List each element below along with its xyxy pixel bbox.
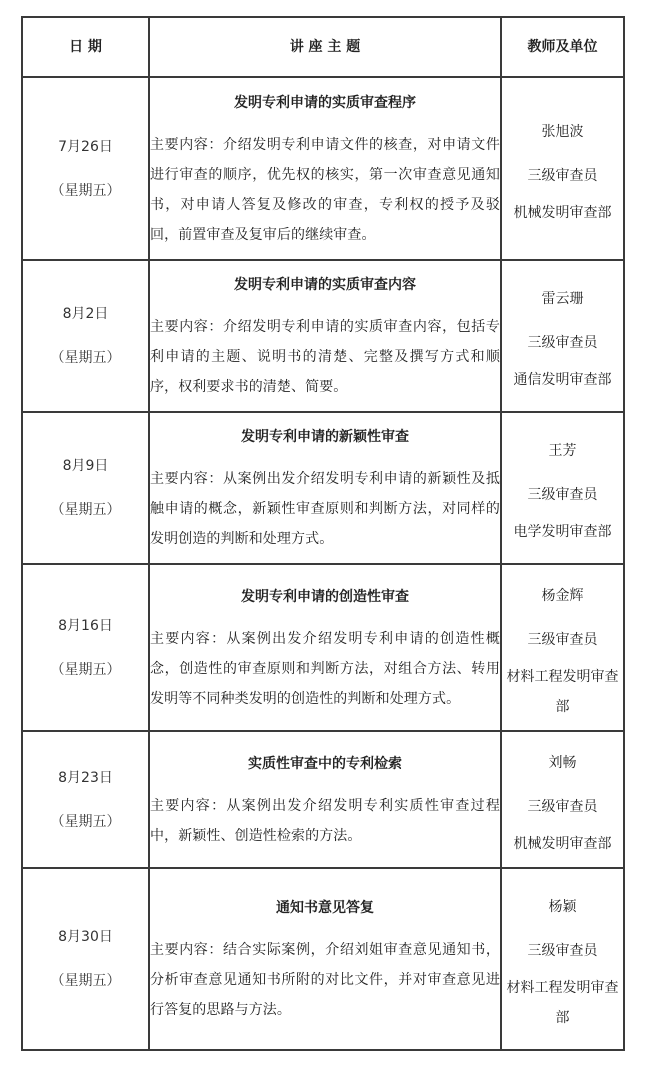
lecture-weekday: （星期五） bbox=[50, 502, 121, 518]
header-row bbox=[22, 17, 624, 77]
lecture-title: 发明专利申请的创造性审查 bbox=[241, 588, 409, 605]
teacher-cell bbox=[501, 260, 624, 412]
date-cell bbox=[22, 868, 149, 1050]
lecture-content: 主要内容：从案例出发介绍发明专利实质性审查过程中，新颖性、创造性检索的方法。 bbox=[150, 797, 500, 844]
lecture-weekday: （星期五） bbox=[50, 661, 121, 678]
topic-cell bbox=[149, 868, 501, 1050]
topic-cell bbox=[149, 564, 501, 731]
lecture-content: 主要内容：从案例出发介绍发明专利申请的新颖性及抵触申请的概念，新颖性审查原则和判断方法，对同样的发明创造的判断和处理方式。 bbox=[150, 471, 500, 547]
teacher-rank: 三级审查员 bbox=[527, 167, 598, 184]
topic-cell bbox=[149, 77, 501, 260]
teacher-rank: 三级审查员 bbox=[527, 943, 598, 959]
date-cell bbox=[22, 412, 149, 564]
table-row bbox=[22, 564, 624, 731]
lecture-date: 7月26日 bbox=[58, 138, 113, 155]
teacher-unit: 电学发明审查部 bbox=[513, 524, 612, 540]
teacher-cell bbox=[501, 412, 624, 564]
teacher-rank: 三级审查员 bbox=[527, 631, 598, 648]
date-cell bbox=[22, 77, 149, 260]
lecture-weekday: （星期五） bbox=[50, 973, 121, 989]
lecture-content: 主要内容：从案例出发介绍发明专利申请的创造性概念，创造性的审查原则和判断方法，对组合方法、转用发明等不同种类发明的创造性的判断和处理方式。 bbox=[150, 630, 500, 707]
teacher-name: 杨颖 bbox=[548, 899, 577, 915]
teacher-name: 刘畅 bbox=[548, 754, 577, 771]
table-row bbox=[22, 731, 624, 868]
lecture-date: 8月9日 bbox=[62, 458, 109, 474]
lecture-content: 主要内容：介绍发明专利申请文件的核查，对申请文件进行审查的顺序，优先权的核实，第一次审查意见通知书，对申请人答复及修改的审查，专利权的授予及驳回，前置审查及复审后的继续审查。 bbox=[150, 136, 500, 243]
table-row bbox=[22, 77, 624, 260]
header-topic: 讲 座 主 题 bbox=[149, 17, 501, 77]
lecture-weekday: （星期五） bbox=[50, 182, 121, 199]
lecture-title: 发明专利申请的新颖性审查 bbox=[241, 429, 409, 445]
lecture-weekday: （星期五） bbox=[50, 813, 121, 830]
table-row bbox=[22, 412, 624, 564]
lecture-title: 通知书意见答复 bbox=[276, 900, 374, 916]
teacher-rank: 三级审查员 bbox=[527, 487, 598, 503]
teacher-unit: 机械发明审查部 bbox=[513, 835, 612, 852]
teacher-unit: 材料工程发明审查部 bbox=[506, 668, 619, 715]
date-cell bbox=[22, 564, 149, 731]
lecture-date: 8月16日 bbox=[58, 617, 113, 634]
teacher-rank: 三级审查员 bbox=[527, 335, 598, 351]
teacher-name: 张旭波 bbox=[541, 123, 584, 140]
lecture-content: 主要内容：介绍发明专利申请的实质审查内容，包括专利申请的主题、说明书的清楚、完整及撰写方式和顺序，权利要求书的清楚、简要。 bbox=[150, 319, 500, 395]
topic-cell bbox=[149, 260, 501, 412]
teacher-cell bbox=[501, 868, 624, 1050]
date-cell bbox=[22, 260, 149, 412]
teacher-cell bbox=[501, 731, 624, 868]
header-date: 日 期 bbox=[22, 17, 149, 77]
teacher-rank: 三级审查员 bbox=[527, 798, 598, 815]
table-row bbox=[22, 868, 624, 1050]
teacher-unit: 通信发明审查部 bbox=[513, 372, 612, 388]
date-cell bbox=[22, 731, 149, 868]
header-teacher: 教师及单位 bbox=[501, 17, 624, 77]
topic-cell bbox=[149, 412, 501, 564]
teacher-name: 雷云珊 bbox=[541, 291, 584, 307]
teacher-name: 杨金辉 bbox=[541, 587, 584, 604]
teacher-name: 王芳 bbox=[548, 443, 577, 459]
lecture-weekday: （星期五） bbox=[50, 350, 121, 366]
lecture-date: 8月23日 bbox=[58, 769, 113, 786]
teacher-cell bbox=[501, 564, 624, 731]
lecture-title: 发明专利申请的实质审查内容 bbox=[234, 277, 416, 293]
teacher-unit: 机械发明审查部 bbox=[513, 204, 612, 221]
teacher-unit: 材料工程发明审查部 bbox=[506, 980, 619, 1026]
table-row bbox=[22, 260, 624, 412]
lecture-date: 8月2日 bbox=[62, 306, 109, 322]
lecture-title: 实质性审查中的专利检索 bbox=[248, 755, 402, 772]
lecture-schedule-table bbox=[21, 16, 625, 1051]
lecture-content: 主要内容：结合实际案例，介绍刘姐审查意见通知书，分析审查意见通知书所附的对比文件，并对审查意见进行答复的思路与方法。 bbox=[150, 942, 500, 1018]
lecture-date: 8月30日 bbox=[58, 929, 113, 945]
lecture-title: 发明专利申请的实质审查程序 bbox=[234, 94, 416, 111]
topic-cell bbox=[149, 731, 501, 868]
teacher-cell bbox=[501, 77, 624, 260]
